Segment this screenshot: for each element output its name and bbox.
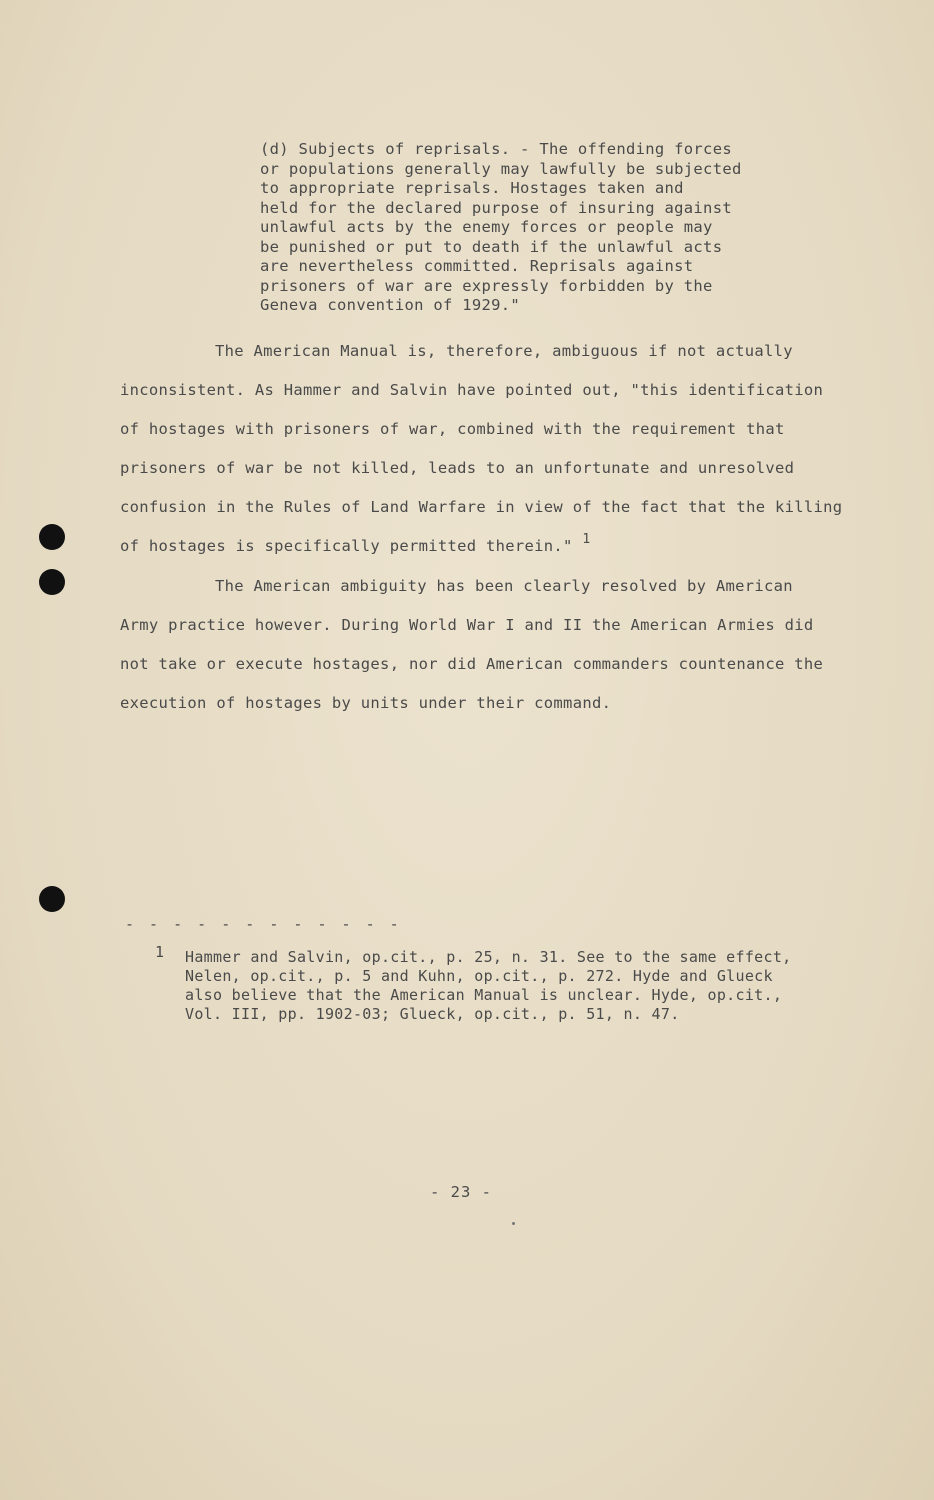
punch-hole [39,524,65,550]
footnote-number: 1 [155,943,165,961]
paragraph-line: The American ambiguity has been clearly resolved by American [215,577,793,595]
footnote-reference[interactable]: 1 [582,532,591,547]
paragraph-line: The American Manual is, therefore, ambiguous if not actually [215,342,793,360]
quote-line: unlawful acts by the enemy forces or people may [260,218,713,236]
punch-hole [39,569,65,595]
quote-line: be punished or put to death if the unlawful acts [260,237,723,256]
paragraph-line: not take or execute hostages, nor did American commanders countenance the [120,655,824,673]
block-quote [260,140,760,316]
paragraph-line: inconsistent. As Hammer and Salvin have pointed out, "this identification [120,381,824,399]
quote-line: prisoners of war are expressly forbidden by the [260,276,713,295]
quote-line: to appropriate reprisals. Hostages taken and [260,179,684,197]
paragraph-line: Army practice however. During World War I and II the American Armies did [120,616,814,634]
quote-line: held for the declared purpose of insuring against [260,198,732,217]
page-number: - 23 - [430,1183,492,1201]
footnote-separator: - - - - - - - - - - - - [125,915,402,933]
paragraph-line: of hostages is specifically permitted therein." [120,537,573,555]
paragraph-line: of hostages with prisoners of war, combined with the requirement that [120,420,785,438]
paper-speck [512,1222,515,1225]
quote-line: (d) Subjects of reprisals. - The offending forces [260,140,732,158]
quote-line: Geneva convention of 1929." [260,296,521,314]
paragraph-line: execution of hostages by units under their command. [120,694,612,712]
quote-line: or populations generally may lawfully be subjected [260,159,742,178]
footnote-line: Nelen, op.cit., p. 5 and Kuhn, op.cit., p. 272. Hyde and Glueck [185,967,773,985]
body-text [120,332,860,723]
footnote-line: Vol. III, pp. 1902-03; Glueck, op.cit., p. 51, n. 47. [185,1005,680,1023]
paragraph-line-with-ref [120,527,860,567]
quote-line: are nevertheless committed. Reprisals against [260,257,694,275]
footnote-text [185,948,835,1024]
paragraph-line: confusion in the Rules of Land Warfare in view of the fact that the killing [120,498,843,516]
footnote-line: also believe that the American Manual is unclear. Hyde, op.cit., [185,986,783,1004]
punch-hole [39,886,65,912]
paragraph-line: prisoners of war be not killed, leads to an unfortunate and unresolved [120,459,795,477]
footnote-line: Hammer and Salvin, op.cit., p. 25, n. 31. See to the same effect, [185,948,792,966]
